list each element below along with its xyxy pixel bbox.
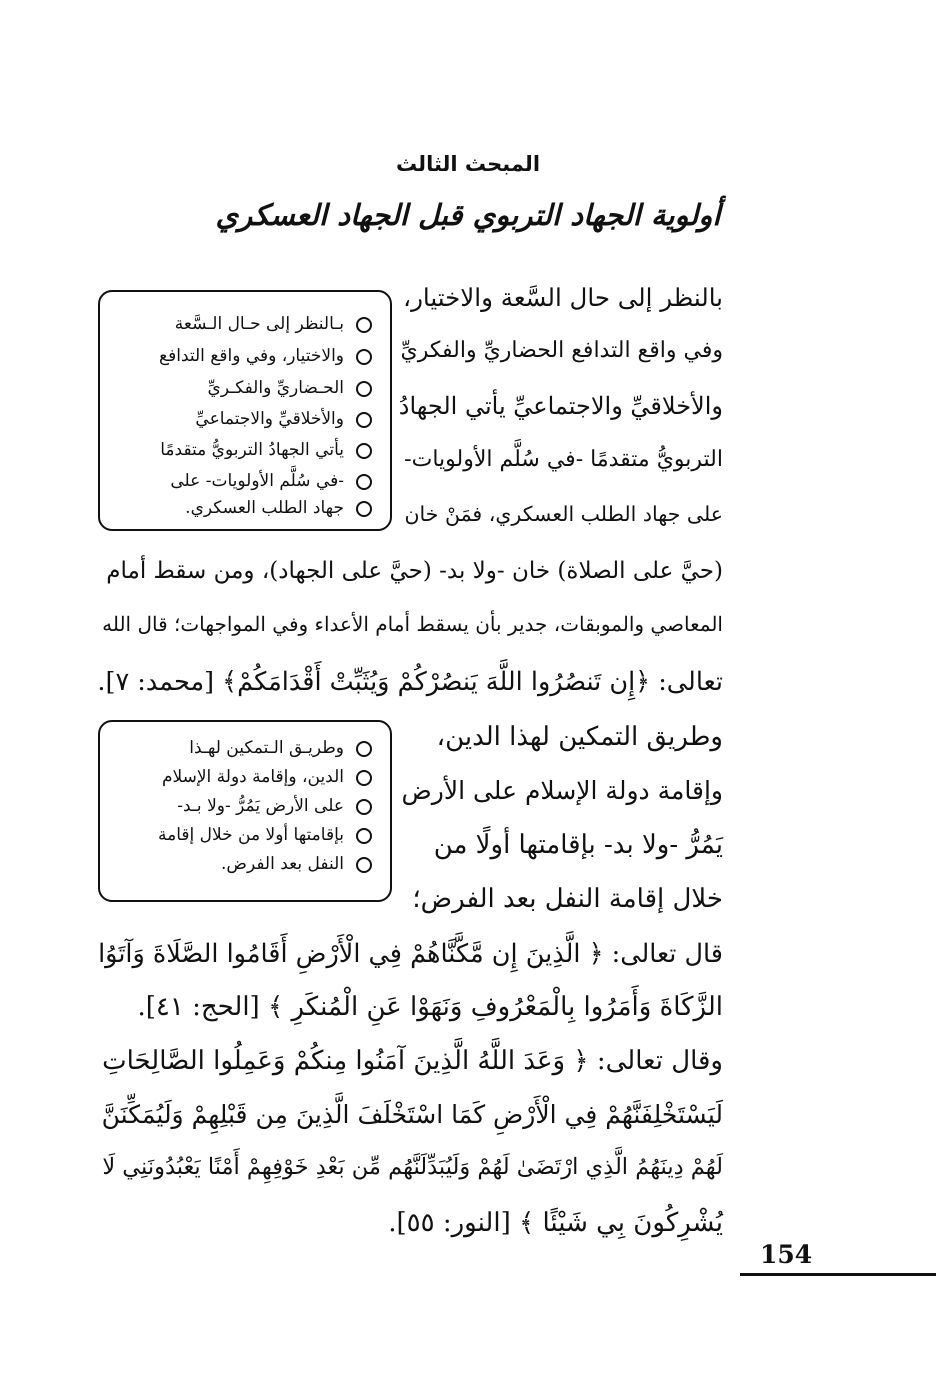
pull-quote-line: بإقامتها أولا من خلال إقامة xyxy=(82,825,372,845)
pull-quote-box-1 xyxy=(98,290,392,531)
pull-quote-line: بـالنظر إلى حـال الـسَّعة xyxy=(82,314,372,334)
bullet-icon xyxy=(356,828,372,844)
bullet-icon xyxy=(356,317,372,333)
body-line: المعاصي والموبقات، جدير بأن يسقط أمام الأعداء وفي المواجهات؛ قال الله xyxy=(102,612,723,636)
bullet-icon xyxy=(356,412,372,428)
bullet-icon xyxy=(356,501,372,517)
quran-verse-line: قال تعالى: ﴿ الَّذِينَ إِن مَّكَّنَّاهُمْ فِي الْأَرْضِ أَقَامُوا الصَّلَاةَ وَآتَوُا xyxy=(98,939,723,969)
page-title: أولوية الجهاد التربوي قبل الجهاد العسكري xyxy=(215,198,721,232)
body-line: والأخلاقيِّ والاجتماعيِّ يأتي الجهادُ xyxy=(398,392,723,420)
pull-quote-line: وطريـق الـتمكين لهـذا xyxy=(82,738,372,758)
pull-quote-line: الدين، وإقامة دولة الإسلام xyxy=(82,767,372,787)
body-line: (حيَّ على الصلاة) خان -ولا بد- (حيَّ على الجهاد)، ومن سقط أمام xyxy=(106,558,723,584)
quran-verse-line: لَيَسْتَخْلِفَنَّهُمْ فِي الْأَرْضِ كَمَا اسْتَخْلَفَ الَّذِينَ مِن قَبْلِهِمْ وَلَيُمَكِّنَنَّ xyxy=(101,1100,723,1129)
pull-quote-line: الحـضاريِّ والفكـريِّ xyxy=(82,378,372,398)
quran-verse-line: لَهُمْ دِينَهُمُ الَّذِي ارْتَضَىٰ لَهُمْ وَلَيُبَدِّلَنَّهُم مِّن بَعْدِ خَوْفِهِمْ أَمْنًا يَعْبُدُونَنِي لَا xyxy=(102,1154,723,1180)
pull-quote-line: جهاد الطلب العسكري. xyxy=(82,498,372,518)
bullet-icon xyxy=(356,741,372,757)
body-line: وطريق التمكين لهذا الدين، xyxy=(436,722,723,752)
bullet-icon xyxy=(356,857,372,873)
quran-verse-line: الزَّكَاةَ وَأَمَرُوا بِالْمَعْرُوفِ وَنَهَوْا عَنِ الْمُنكَرِ ﴾ [الحج: ٤١]. xyxy=(137,992,723,1022)
quran-verse-line: يُشْرِكُونَ بِي شَيْئًا ﴾ [النور: ٥٥]. xyxy=(388,1208,723,1238)
bullet-icon xyxy=(356,770,372,786)
bullet-icon xyxy=(356,799,372,815)
section-label: المبحث الثالث xyxy=(395,152,541,176)
footer-rule xyxy=(740,1273,936,1276)
pull-quote-line: والأخلاقيِّ والاجتماعيِّ xyxy=(82,409,372,429)
body-line: وفي واقع التدافع الحضاريِّ والفكريِّ xyxy=(400,338,723,363)
pull-quote-line: النفل بعد الفرض. xyxy=(82,854,372,874)
body-line: خلال إقامة النفل بعد الفرض؛ xyxy=(412,884,723,914)
page-number: 154 xyxy=(760,1240,813,1269)
pull-quote-line: -في سُلَّم الأولويات- على xyxy=(82,471,372,491)
body-line: وإقامة دولة الإسلام على الأرض xyxy=(401,776,723,805)
quran-verse-line: تعالى: ﴿إِن تَنصُرُوا اللَّهَ يَنصُرْكُمْ وَيُثَبِّتْ أَقْدَامَكُمْ﴾ [محمد: ٧]. xyxy=(97,667,723,697)
pull-quote-box-2 xyxy=(98,720,392,902)
body-line: يَمُرُّ -ولا بد- بإقامتها أولًا من xyxy=(433,830,723,860)
bullet-icon xyxy=(356,443,372,459)
pull-quote-line: يأتي الجهادُ التربويُّ متقدمًا xyxy=(82,440,372,460)
bullet-icon xyxy=(356,381,372,397)
pull-quote-line: على الأرض يَمُرُّ -ولا بـد- xyxy=(82,796,372,816)
pull-quote-line: والاختيار، وفي واقع التدافع xyxy=(82,346,372,366)
bullet-icon xyxy=(356,474,372,490)
quran-verse-line: وقال تعالى: ﴿ وَعَدَ اللَّهُ الَّذِينَ آمَنُوا مِنكُمْ وَعَمِلُوا الصَّالِحَاتِ xyxy=(102,1046,723,1076)
body-line: التربويُّ متقدمًا -في سُلَّم الأولويات- xyxy=(404,447,723,472)
body-line: على جهاد الطلب العسكري، فمَنْ خان xyxy=(404,502,723,526)
body-line: بالنظر إلى حال السَّعة والاختيار، xyxy=(403,283,723,312)
bullet-icon xyxy=(356,349,372,365)
